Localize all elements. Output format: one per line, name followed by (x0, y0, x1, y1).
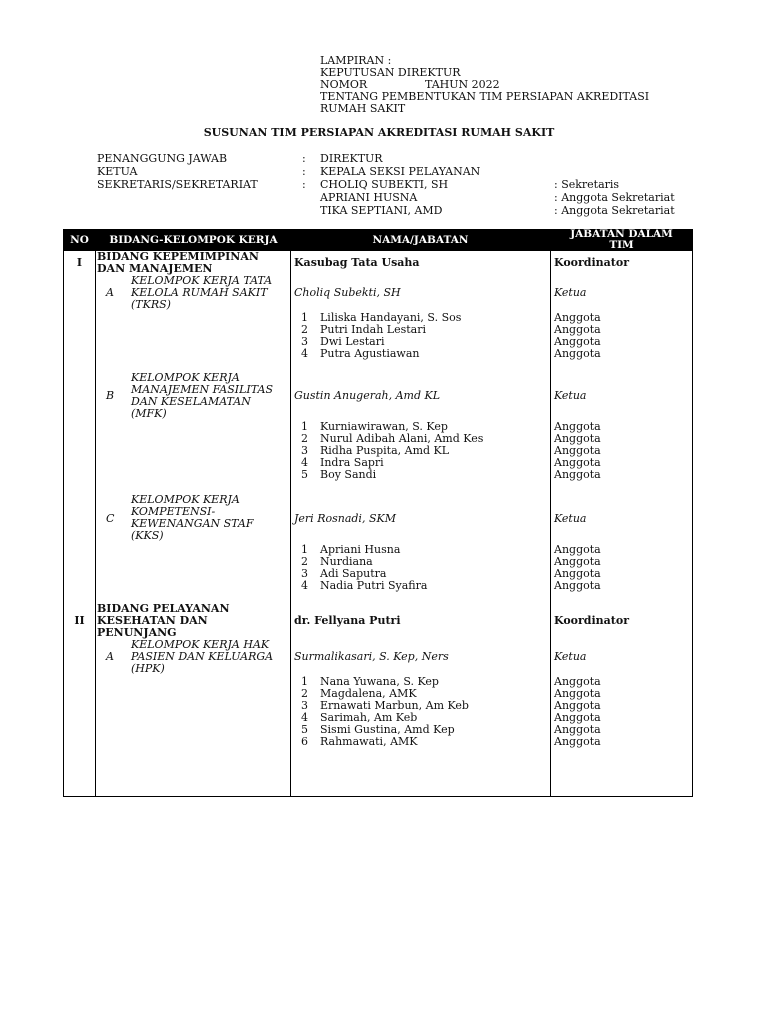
member-role: Anggota (554, 347, 601, 360)
tentang-line-1: TENTANG PEMBENTUKAN TIM PERSIAPAN AKREDITASI (320, 90, 650, 103)
member-number: 5 (301, 468, 308, 481)
member-number: 3 (301, 699, 308, 712)
sekretaris-role: : Sekretaris (554, 178, 620, 191)
column-header-nama: NAMA/JABATAN (291, 229, 550, 251)
member-number: 3 (301, 567, 308, 580)
member-role: Anggota (554, 579, 601, 592)
member-role: Anggota (554, 723, 601, 736)
member-name: Nurdiana (320, 555, 373, 568)
member-role: Anggota (554, 687, 601, 700)
member-role: Anggota (554, 735, 601, 748)
member-name: Indra Sapri (320, 456, 384, 469)
bidang-name: BIDANG PELAYANAN KESEHATAN DAN PENUNJANG (97, 602, 230, 639)
member-number: 4 (301, 456, 308, 469)
member-name: Liliska Handayani, S. Sos (320, 311, 462, 324)
member-number: 6 (301, 735, 308, 748)
group-ketua-name: Surmalikasari, S. Kep, Ners (294, 650, 449, 663)
table-border-right (692, 229, 693, 797)
sekretaris-value: CHOLIQ SUBEKTI, SH (320, 178, 449, 191)
group-ketua-name: Jeri Rosnadi, SKM (294, 512, 396, 525)
member-name: Adi Saputra (320, 567, 387, 580)
table-border-left (63, 229, 64, 797)
coordinator-name: dr. Fellyana Putri (294, 614, 401, 627)
member-role: Anggota (554, 335, 601, 348)
member-number: 1 (301, 543, 308, 556)
table-border-bottom (63, 796, 693, 797)
column-header-no: NO (63, 229, 96, 251)
column-header-bidang: BIDANG-KELOMPOK KERJA (96, 229, 291, 251)
group-letter: A (106, 650, 114, 663)
penanggung-jawab-value: DIREKTUR (320, 152, 383, 165)
member-number: 2 (301, 323, 308, 336)
member-role: Anggota (554, 555, 601, 568)
member-number: 2 (301, 432, 308, 445)
member-role: Anggota (554, 323, 601, 336)
member-role: Anggota (554, 543, 601, 556)
group-name: KELOMPOK KERJA MANAJEMEN FASILITAS DAN KESELAMATAN (MFK) (131, 371, 273, 420)
member-number: 4 (301, 347, 308, 360)
keputusan-label: KEPUTUSAN DIREKTUR (320, 66, 461, 79)
member-number: 1 (301, 420, 308, 433)
member-role: Anggota (554, 456, 601, 469)
member-name: Ridha Puspita, Amd KL (320, 444, 450, 457)
anggota-sekretariat-1-value: APRIANI HUSNA (320, 191, 418, 204)
member-role: Anggota (554, 675, 601, 688)
member-number: 1 (301, 675, 308, 688)
tentang-line-2: RUMAH SAKIT (320, 102, 406, 115)
member-name: Nadia Putri Syafira (320, 579, 428, 592)
member-role: Anggota (554, 468, 601, 481)
group-letter: A (106, 286, 114, 299)
lampiran-label: LAMPIRAN : (320, 54, 392, 67)
member-name: Nana Yuwana, S. Kep (320, 675, 439, 688)
group-letter: C (106, 512, 115, 525)
member-role: Anggota (554, 432, 601, 445)
member-name: Magdalena, AMK (320, 687, 417, 700)
member-role: Anggota (554, 311, 601, 324)
ketua-value: KEPALA SEKSI PELAYANAN (320, 165, 481, 178)
member-name: Rahmawati, AMK (320, 735, 418, 748)
member-name: Boy Sandi (320, 468, 377, 481)
table-divider (290, 229, 291, 797)
bidang-name: BIDANG KEPEMIMPINAN DAN MANAJEMEN (97, 250, 259, 275)
member-name: Apriani Husna (320, 543, 401, 556)
colon: : (302, 165, 306, 178)
group-letter: B (106, 389, 115, 402)
group-ketua-name: Choliq Subekti, SH (294, 286, 401, 299)
document-title: SUSUNAN TIM PERSIAPAN AKREDITASI RUMAH SAKIT (203, 126, 555, 139)
member-name: Sarimah, Am Keb (320, 711, 418, 724)
member-number: 4 (301, 711, 308, 724)
member-number: 2 (301, 555, 308, 568)
sekretaris-label: SEKRETARIS/SEKRETARIAT (97, 178, 258, 191)
group-ketua-role: Ketua (554, 512, 587, 525)
coordinator-name: Kasubag Tata Usaha (294, 256, 420, 269)
member-name: Kurniawirawan, S. Kep (320, 420, 448, 433)
member-name: Ernawati Marbun, Am Keb (320, 699, 469, 712)
member-role: Anggota (554, 420, 601, 433)
group-ketua-name: Gustin Anugerah, Amd KL (294, 389, 441, 402)
ketua-label: KETUA (97, 165, 138, 178)
member-name: Putra Agustiawan (320, 347, 420, 360)
member-role: Anggota (554, 711, 601, 724)
group-ketua-role: Ketua (554, 286, 587, 299)
anggota-sekretariat-1-role: : Anggota Sekretariat (554, 191, 675, 204)
group-name: KELOMPOK KERJA KOMPETENSI-KEWENANGAN STAF (KKS) (131, 493, 254, 542)
bidang-number: I (76, 256, 83, 269)
group-ketua-role: Ketua (554, 389, 587, 402)
member-name: Sismi Gustina, Amd Kep (320, 723, 455, 736)
member-number: 4 (301, 579, 308, 592)
anggota-sekretariat-2-value: TIKA SEPTIANI, AMD (320, 204, 443, 217)
table-divider (95, 229, 96, 797)
member-number: 2 (301, 687, 308, 700)
member-number: 3 (301, 444, 308, 457)
bidang-number: II (74, 614, 85, 627)
member-number: 5 (301, 723, 308, 736)
penanggung-jawab-label: PENANGGUNG JAWAB (97, 152, 228, 165)
anggota-sekretariat-2-role: : Anggota Sekretariat (554, 204, 675, 217)
column-header-jabatan: JABATAN DALAM TIM (550, 229, 693, 251)
member-role: Anggota (554, 444, 601, 457)
colon: : (302, 152, 306, 165)
member-name: Putri Indah Lestari (320, 323, 427, 336)
group-name: KELOMPOK KERJA HAK PASIEN DAN KELUARGA (HPK) (131, 638, 274, 675)
tahun-label: TAHUN 2022 (425, 78, 500, 91)
member-number: 3 (301, 335, 308, 348)
member-name: Nurul Adibah Alani, Amd Kes (320, 432, 484, 445)
member-number: 1 (301, 311, 308, 324)
nomor-label: NOMOR (320, 78, 368, 91)
colon: : (302, 178, 306, 191)
group-ketua-role: Ketua (554, 650, 587, 663)
group-name: KELOMPOK KERJA TATA KELOLA RUMAH SAKIT (TKRS) (131, 274, 273, 311)
member-role: Anggota (554, 567, 601, 580)
member-name: Dwi Lestari (320, 335, 385, 348)
member-role: Anggota (554, 699, 601, 712)
coordinator-role: Koordinator (554, 614, 629, 627)
table-divider (550, 229, 551, 797)
coordinator-role: Koordinator (554, 256, 629, 269)
